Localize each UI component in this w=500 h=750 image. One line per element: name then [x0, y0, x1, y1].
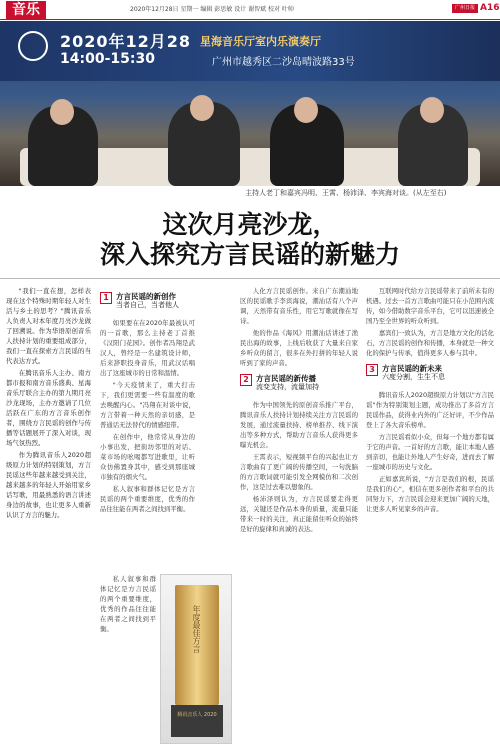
speaker-head — [294, 97, 318, 123]
moon-logo-icon — [18, 31, 48, 61]
section-title-main: 方言民谣的新未来 — [382, 364, 442, 373]
banner-time: 14:00-15:30 — [60, 51, 155, 67]
section-head-3 — [366, 364, 494, 382]
body-paragraph: 在创作中，他常常从身边的小事出发，把街坊邻里的对话、菜市场的吆喝都写进歌里，让听众仿佛置身其中，感受到那座城市独有的烟火气。 — [100, 433, 195, 481]
section-title-main: 方言民谣的新传播 — [256, 374, 316, 383]
lead-column — [6, 286, 91, 742]
section-title-main: 方言民谣的新创作 — [116, 292, 176, 301]
body-paragraph: 互联网时代给方言民谣带来了前所未有的机遇。过去一首方言歌曲可能只在小范围内流传，如今借助数字音乐平台，它可以迅速被全国乃至全世界的听众听到。 — [366, 287, 494, 325]
banner-venue: 星海音乐厅室内乐演奏厅 — [200, 35, 321, 48]
section-number: 1 — [100, 292, 112, 304]
lead-paragraph: 作为腾讯音乐人2020超级原力计划的特别策划，方言民谣这些年越来越受到关注，越来越多的年轻人开始用家乡话写歌，用最熟悉的语言讲述身边的故事，也让更多人重新认识了方言的魅力。 — [6, 451, 91, 519]
article-column-4 — [366, 286, 494, 742]
section-title — [382, 364, 445, 382]
section-title-sub: 六度分割，生生不息 — [382, 373, 445, 381]
body-paragraph: 王霄表示，短视频平台的兴起也让方言歌曲有了更广阔的传播空间，一句洗脑的方言歌词就可能引发全网模仿和二次创作，这是过去难以想象的。 — [240, 453, 358, 491]
event-photo — [0, 21, 500, 186]
award-trophy-image — [160, 574, 232, 744]
article-column-3 — [240, 286, 358, 742]
body-paragraph: 腾讯音乐人2020超级原力计划以"方言民谣"作为特别策划主题，成功推出了多首方言民谣作品，获得业内外的广泛好评，不少作品登上了各大音乐榜单。 — [366, 391, 494, 429]
headline — [60, 210, 440, 270]
headline-line-1: 这次月亮沙龙， — [162, 210, 338, 239]
section-head-1 — [100, 292, 195, 310]
body-paragraph: 作为中国领先的原创音乐推广平台，腾讯音乐人扶持计划持续关注方言民谣的发展，通过流量扶持、榜单推荐、线下演出等多种方式，帮助方言音乐人获得更多曝光机会。 — [240, 401, 358, 449]
body-paragraph: 人化方言民谣创作。来自广东潮汕地区的民谣歌手李宾海说，潮汕话有八个声调，天然带有音乐性，用它写歌就像在写诗。 — [240, 287, 358, 325]
section-title-sub: 流变支持，流量加持 — [256, 383, 319, 391]
body-paragraph: 如果要在在2020年最被认可的一首歌，那么主持老丁首推《汉阳门花园》。创作者冯翔是武汉人，曾经是一名建筑设计师，后来辞职投身音乐，用武汉话唱出了这座城市的日常和温情。 — [100, 319, 195, 377]
headline-rule — [0, 278, 500, 279]
headline-line-2: 深入探究方言民谣的新魅力 — [99, 240, 400, 269]
page-number: A16 — [480, 3, 500, 13]
body-paragraph: 他的作品《海风》用潮汕话讲述了渔民出海的故事，上线后收获了大量来自家乡听众的留言，很多在外打拼的年轻人说听到了家的声音。 — [240, 329, 358, 367]
banner-address: 广州市越秀区二沙岛晴波路33号 — [212, 57, 355, 68]
body-paragraph: "今天疫情来了，重大打击下，我们更需要一些有温度的歌去唤醒内心。"冯翔在对谈中说，方言带着一种天然的亲切感，是普通话无法替代的情感纽带。 — [100, 381, 195, 429]
banner-date: 2020年12月28 — [60, 32, 192, 51]
section-title — [116, 292, 179, 310]
section-title-sub: 当者自己，当者他人 — [116, 301, 179, 309]
trophy-plaque — [175, 585, 219, 705]
article-column-2 — [100, 286, 195, 566]
trophy-base: 腾讯音乐人 2020 — [171, 705, 223, 737]
stage-banner — [0, 21, 500, 81]
speaker-head — [50, 99, 74, 125]
section-number: 3 — [366, 364, 378, 376]
body-paragraph: 方言民谣看似小众，但每一个地方都有属于它的声音。一首好的方言歌，能让本地人感到亲切，也能让外地人产生好奇，进而去了解一座城市的历史与文化。 — [366, 433, 494, 471]
lead-paragraph: 在腾讯音乐人主办、南方都市报和南方音乐盛典、星海音乐厅联合主办的第九期月亮沙龙现场，主办方邀请了几位活跃在广东的方言音乐创作者，围绕方言民谣的创作与传播等话题展开了深入对谈，现场气氛热烈。 — [6, 369, 91, 447]
body-paragraph: 私人叙事和群体记忆是方言民谣的两个重要维度，优秀的作品往往能在两者之间找到平衡。 — [100, 575, 156, 633]
issue-meta: 2020年12月28日 星期一 编辑 彭思敏 设计 谢智斌 校对 叶帅 — [130, 6, 294, 13]
paper-badge: 广州日报 — [452, 4, 478, 13]
body-paragraph: 私人叙事和群体记忆是方言民谣的两个重要维度，优秀的作品往往能在两者之间找到平衡。 — [100, 485, 195, 513]
trophy-label: 年度最佳方言 — [192, 605, 201, 653]
section-number: 2 — [240, 374, 252, 386]
lead-paragraph: "我们一直在想，怎样表现在这个特殊时期年轻人对生活与乡土的思考？"腾讯音乐人负责人对本年度月亮沙龙做了回溯说。作为华语原创音乐人扶持计划的重要组成部分，我们一直在探索方言民谣的当代表达方式。 — [6, 287, 91, 365]
section-label: 音乐 — [6, 1, 46, 19]
speaker-head — [190, 95, 214, 121]
masthead — [0, 0, 500, 20]
body-paragraph: 嘉宾们一致认为，方言是地方文化的活化石，方言民谣的创作和传播，本身就是一种文化的保护与传承，值得更多人参与其中。 — [366, 329, 494, 357]
masthead-rule — [0, 19, 500, 20]
body-paragraph: 杨沛泽则认为，方言民谣要走得更远，关键还是作品本身的质量，流量只能带来一时的关注，真正能留住听众的始终是好的旋律和真诚的表达。 — [240, 495, 358, 533]
photo-caption: 主持人老丁和嘉宾冯明、王霄、杨沛泽、李宾海对谈。(从左至右) — [245, 189, 447, 197]
body-paragraph: 正如嘉宾所说，"方言是我们的根，民谣是我们的心"，相信在更多创作者和平台的共同努力下，方言民谣会迎来更加广阔的天地，让更多人听见家乡的声音。 — [366, 475, 494, 513]
section-title — [256, 374, 319, 392]
speaker-head — [420, 97, 444, 123]
article-column-2-lower — [100, 574, 156, 742]
section-head-2 — [240, 374, 358, 392]
